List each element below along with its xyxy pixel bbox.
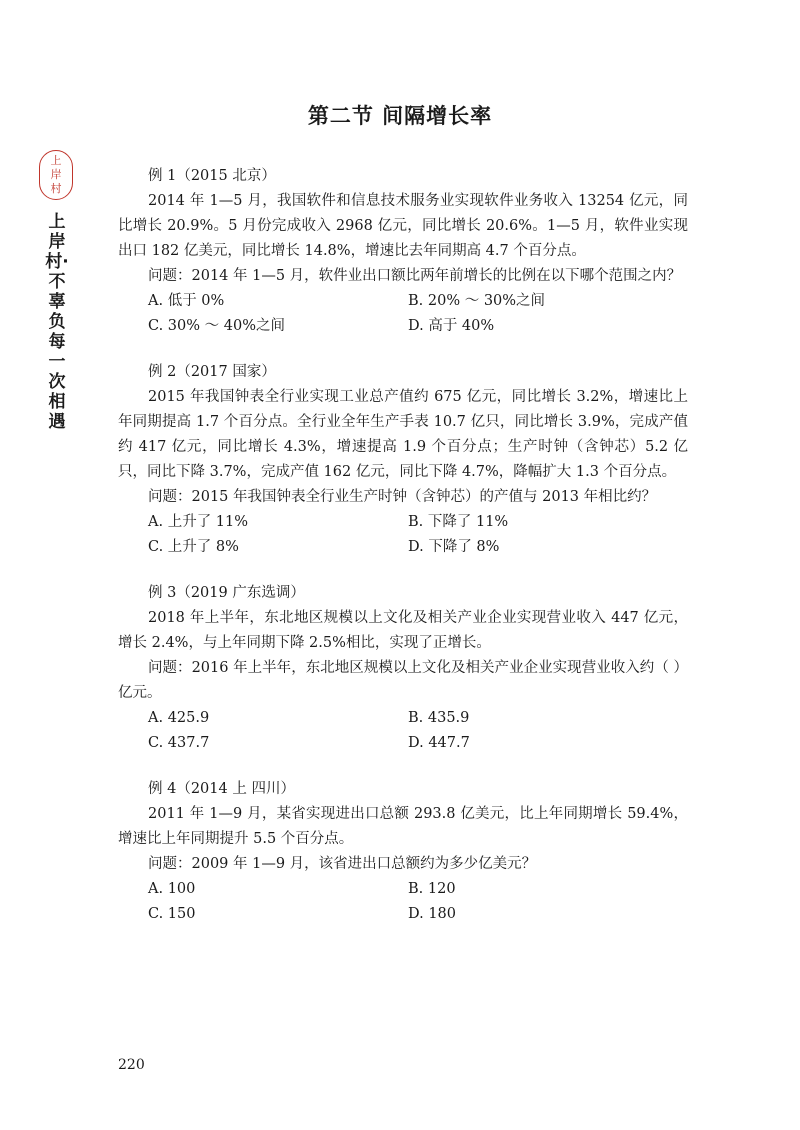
example-2 — [118, 360, 688, 560]
examples-content — [118, 164, 688, 948]
vertical-slogan: 上岸村·不辜负每一次相遇 — [45, 212, 69, 432]
seal-char: 村 — [50, 182, 62, 195]
option-a: A. 低于 0% — [148, 293, 225, 309]
example-text: 2014 年 1—5 月，我国软件和信息技术服务业实现软件业务收入 13254 亿元，同比增长 20.9%。5 月份完成收入 2968 亿元，同比增长 20.6%。1—5 月，软件业实现出口 182 亿美元，同比增长 14.8%，增速比去年同期高 4.7 个百分点。 — [118, 193, 688, 259]
option-d: D. 447.7 — [408, 735, 470, 751]
option-d: D. 高于 40% — [408, 318, 495, 334]
option-a: A. 100 — [148, 881, 196, 897]
section-title: 第二节 间隔增长率 — [307, 104, 493, 128]
options-grid — [118, 289, 688, 339]
options-grid — [118, 510, 688, 560]
example-title: 例 2（2017 国家） — [148, 364, 276, 380]
option-b: B. 下降了 11% — [408, 514, 509, 530]
example-text: 2018 年上半年，东北地区规模以上文化及相关产业企业实现营业收入 447 亿元，增长 2.4%，与上年同期下降 2.5%相比，实现了正增长。 — [118, 610, 688, 651]
seal-char: 上 — [50, 154, 62, 167]
option-c: C. 30% ～ 40%之间 — [148, 318, 285, 334]
example-question: 问题：2016 年上半年，东北地区规模以上文化及相关产业企业实现营业收入约（ ）亿元。 — [118, 660, 688, 701]
example-text: 2011 年 1—9 月，某省实现进出口总额 293.8 亿美元，比上年同期增长 59.4%，增速比上年同期提升 5.5 个百分点。 — [118, 806, 688, 847]
example-3 — [118, 581, 688, 756]
option-c: C. 437.7 — [148, 735, 210, 751]
example-1 — [118, 164, 688, 339]
options-grid — [118, 706, 688, 756]
option-c: C. 150 — [148, 906, 196, 922]
example-title: 例 4（2014 上 四川） — [148, 781, 295, 797]
example-question: 问题：2014 年 1—5 月，软件业出口额比两年前增长的比例在以下哪个范围之内？ — [148, 268, 682, 284]
option-d: D. 下降了 8% — [408, 539, 500, 555]
option-b: B. 20% ～ 30%之间 — [408, 293, 546, 309]
example-title: 例 3（2019 广东选调） — [148, 585, 305, 601]
seal-char: 岸 — [50, 168, 62, 181]
example-text: 2015 年我国钟表全行业实现工业总产值约 675 亿元，同比增长 3.2%，增速比上年同期提高 1.7 个百分点。全行业全年生产手表 10.7 亿只，同比增长 3.9%，完成产值约 417 亿元，同比增长 4.3%，增速提高 1.9 个百分点；生产时钟（含钟芯）5.2 亿只，同比下降 3.7%，完成产值 162 亿元，同比下降 4.7%，降幅扩大 1.3 个百分点。 — [118, 389, 688, 480]
options-grid — [118, 877, 688, 927]
page-number: 220 — [118, 1057, 145, 1073]
option-a: A. 上升了 11% — [148, 514, 249, 530]
option-a: A. 425.9 — [148, 710, 210, 726]
example-question: 问题：2009 年 1—9 月，该省进出口总额约为多少亿美元？ — [148, 856, 537, 872]
seal-logo — [39, 150, 73, 200]
option-b: B. 435.9 — [408, 710, 470, 726]
option-b: B. 120 — [408, 881, 456, 897]
example-4 — [118, 777, 688, 927]
example-question: 问题：2015 年我国钟表全行业生产时钟（含钟芯）的产值与 2013 年相比约？ — [148, 489, 657, 505]
example-title: 例 1（2015 北京） — [148, 168, 276, 184]
option-c: C. 上升了 8% — [148, 539, 239, 555]
option-d: D. 180 — [408, 906, 457, 922]
